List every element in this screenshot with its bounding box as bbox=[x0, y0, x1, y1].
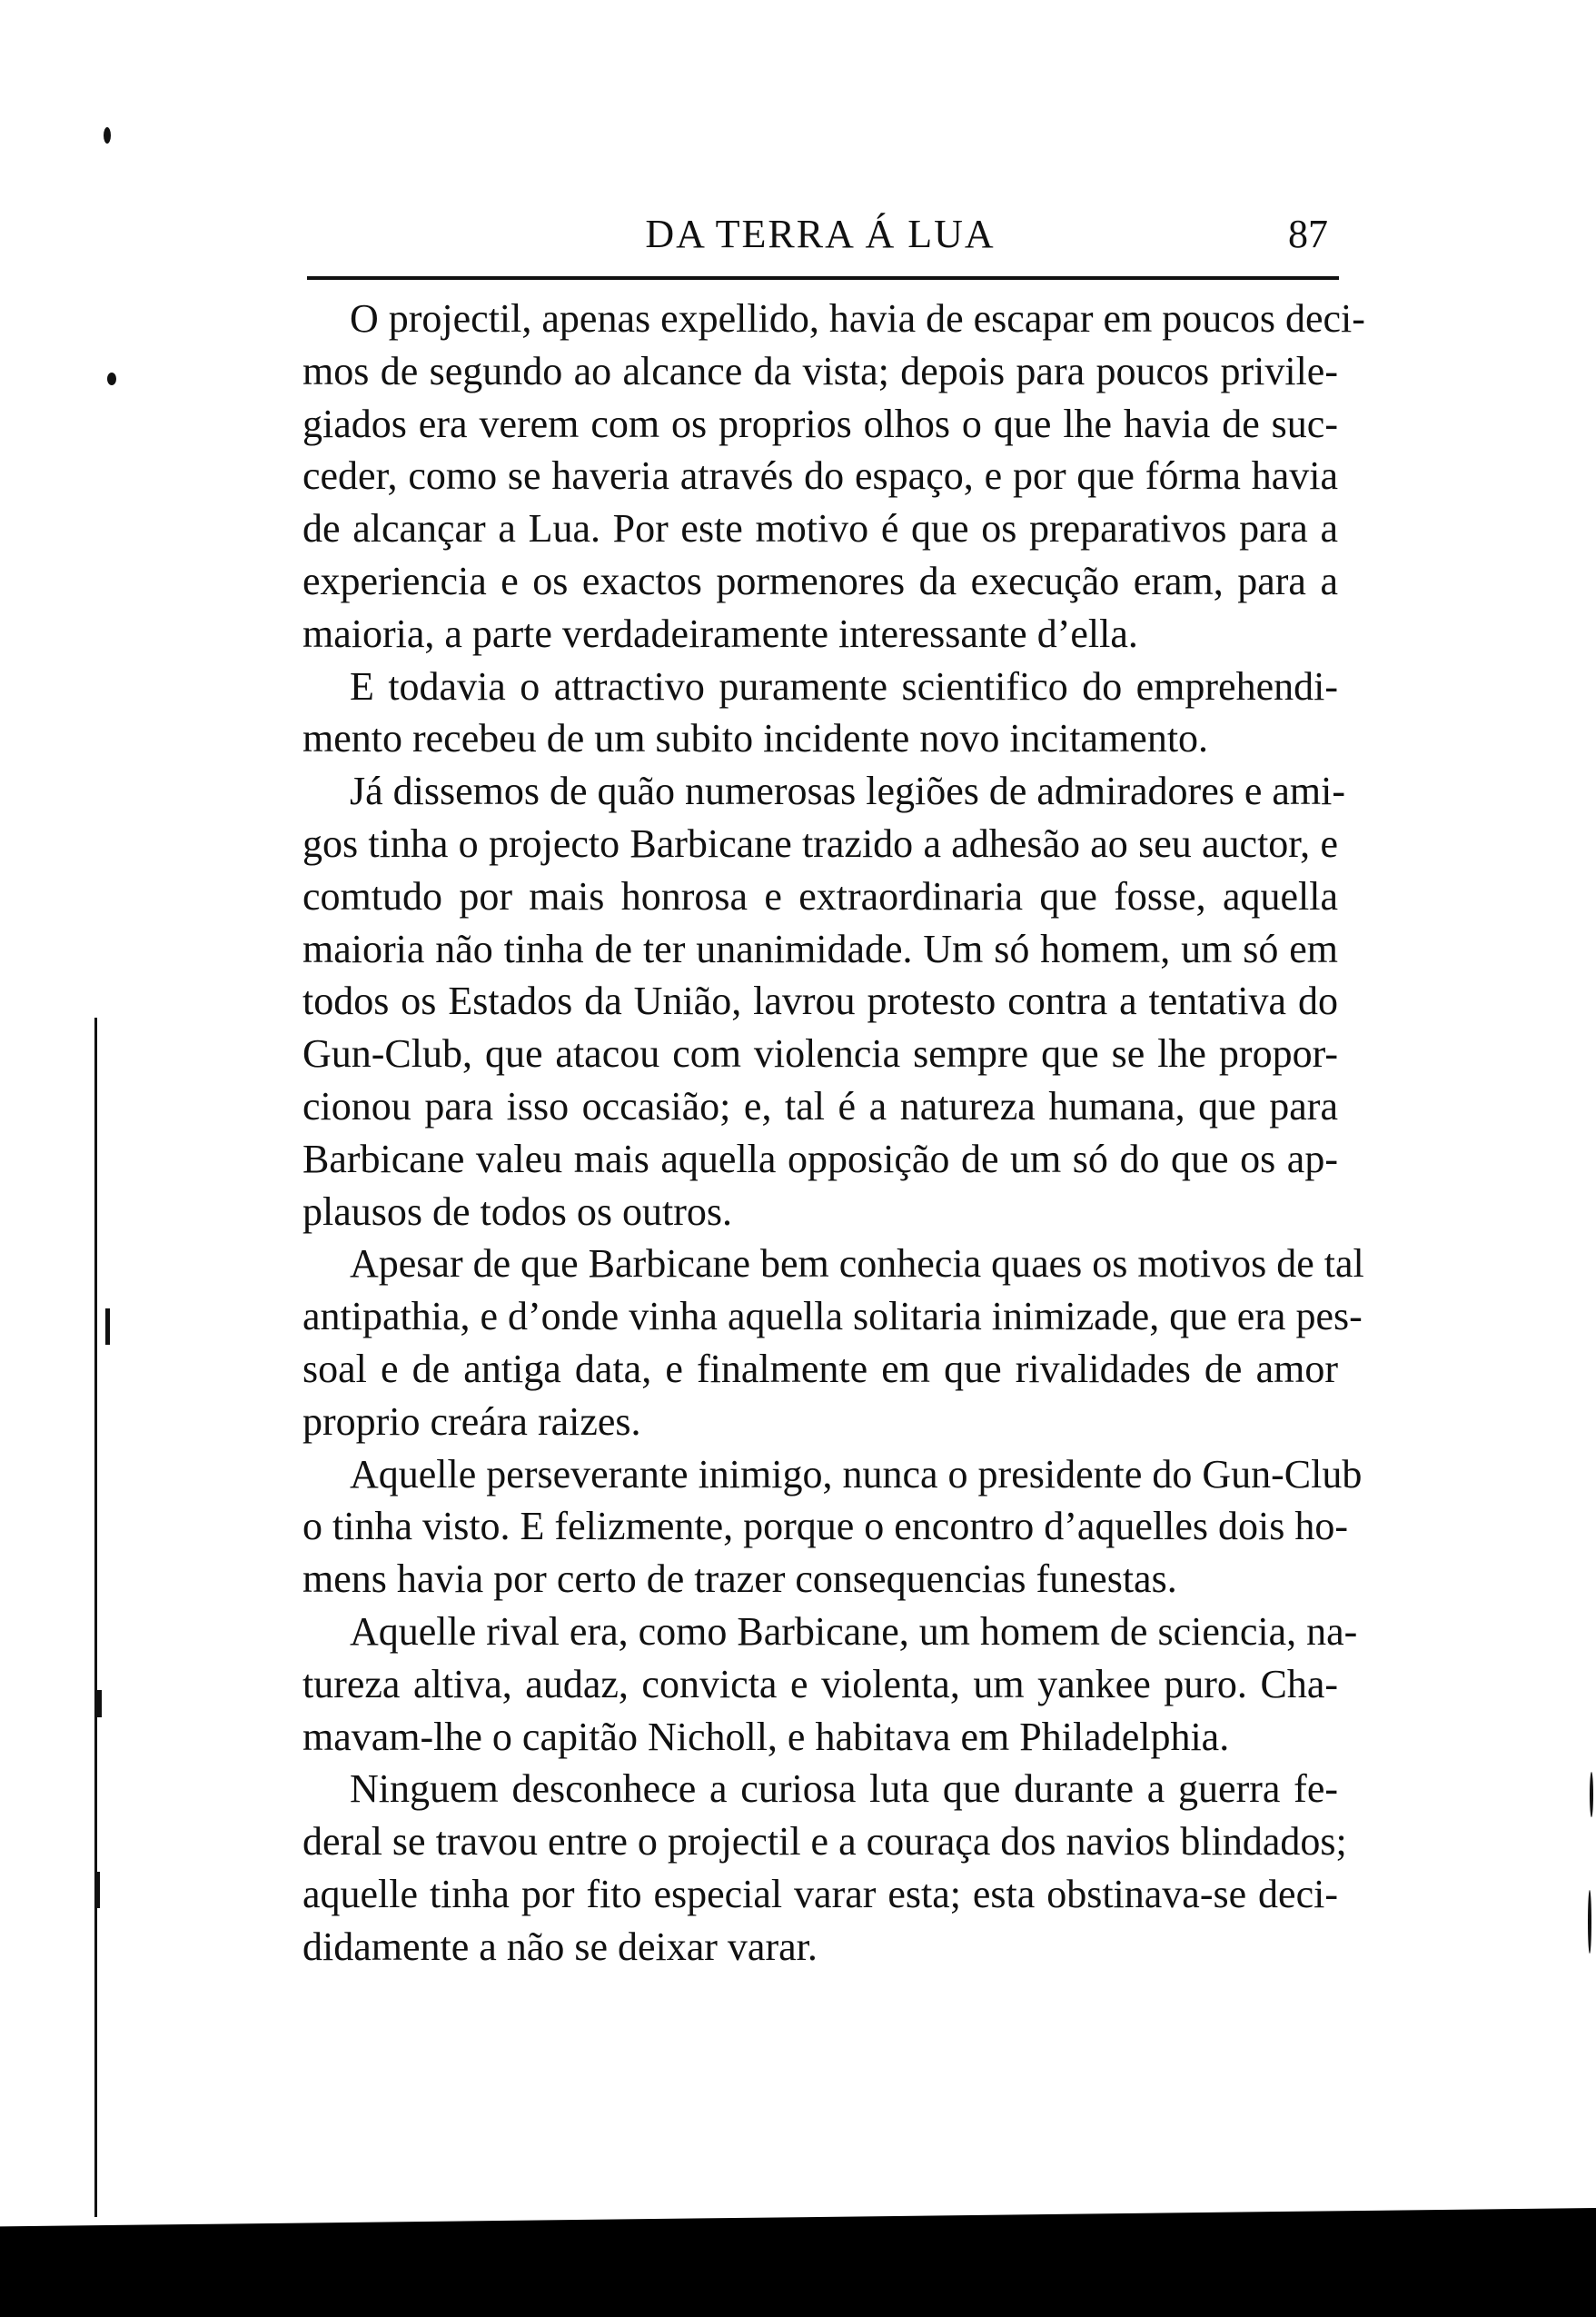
margin-speck bbox=[104, 127, 111, 144]
text-line: o tinha visto. E felizmente, porque o encontro d’aquelles dois ho- bbox=[302, 1504, 1349, 1549]
margin-mark bbox=[94, 1872, 100, 1908]
page-number: 87 bbox=[1288, 212, 1328, 256]
text-line: mento recebeu de um subito incidente novo incitamento. bbox=[302, 716, 1209, 761]
text-line: mavam-lhe o capitão Nicholl, e habitava em Philadelphia. bbox=[302, 1714, 1230, 1759]
margin-mark bbox=[105, 1308, 110, 1345]
text-line: tureza altiva, audaz, convicta e violenta, um yankee puro. Cha- bbox=[302, 1661, 1338, 1706]
text-line: antipathia, e d’onde vinha aquella solitaria inimizade, que era pes- bbox=[302, 1294, 1363, 1339]
margin-binding-line bbox=[94, 1018, 97, 2217]
text-line: comtudo por mais honrosa e extraordinaria que fosse, aquella bbox=[302, 873, 1338, 919]
text-line: Apesar de que Barbicane bem conhecia quaes os motivos de tal bbox=[350, 1241, 1364, 1287]
text-line: E todavia o attractivo puramente scientifico do emprehendi- bbox=[350, 663, 1338, 709]
text-line: maioria não tinha de ter unanimidade. Um só homem, um só em bbox=[302, 926, 1338, 971]
text-line: experiencia e os exactos pormenores da execução eram, para a bbox=[302, 558, 1338, 603]
text-line: de alcançar a Lua. Por este motivo é que os preparativos para a bbox=[302, 506, 1338, 552]
running-header-title: DA TERRA Á LUA bbox=[645, 212, 996, 256]
margin-speck bbox=[107, 373, 116, 385]
text-line: todos os Estados da União, lavrou protesto contra a tentativa do bbox=[302, 979, 1338, 1024]
text-line: soal e de antiga data, e finalmente em que rivalidades de amor bbox=[302, 1346, 1338, 1391]
scan-bottom-edge bbox=[0, 2208, 1596, 2317]
body-text bbox=[302, 293, 1365, 1974]
text-line: mens havia por certo de trazer consequencias funestas. bbox=[302, 1556, 1177, 1602]
text-line: ceder, como se haveria através do espaço, e por que fórma havia bbox=[302, 453, 1338, 499]
text-line: Aquelle rival era, como Barbicane, um homem de sciencia, na- bbox=[350, 1608, 1358, 1654]
text-line: giados era verem com os proprios olhos o que lhe havia de suc- bbox=[302, 401, 1338, 446]
text-line: Gun-Club, que atacou com violencia sempre que se lhe propor- bbox=[302, 1031, 1338, 1077]
text-line: gos tinha o projecto Barbicane trazido a adhesão ao seu auctor, e bbox=[302, 820, 1338, 866]
text-line: deral se travou entre o projectil e a couraça dos navios blindados; bbox=[302, 1819, 1347, 1865]
text-line: maioria, a parte verdadeiramente interessante d’ella. bbox=[302, 611, 1138, 656]
header-rule bbox=[307, 276, 1339, 280]
text-line: O projectil, apenas expellido, havia de escapar em poucos deci- bbox=[350, 296, 1365, 341]
text-line: aquelle tinha por fito especial varar esta; esta obstinava-se deci- bbox=[302, 1871, 1338, 1916]
text-line: Ninguem desconhece a curiosa luta que durante a guerra fe- bbox=[350, 1766, 1338, 1812]
text-line: Aquelle perseverante inimigo, nunca o presidente do Gun-Club bbox=[350, 1451, 1363, 1497]
text-line: didamente a não se deixar varar. bbox=[302, 1924, 818, 1969]
text-line: Barbicane valeu mais aquella opposição de um só do que os ap- bbox=[302, 1136, 1338, 1181]
margin-speck bbox=[1588, 1890, 1591, 1954]
text-line: plausos de todos os outros. bbox=[302, 1188, 732, 1234]
margin-speck bbox=[1590, 1772, 1593, 1817]
margin-mark bbox=[96, 1690, 102, 1717]
text-line: Já dissemos de quão numerosas legiões de admiradores e ami- bbox=[350, 769, 1346, 814]
text-line: mos de segundo ao alcance da vista; depois para poucos privile- bbox=[302, 348, 1338, 393]
text-line: cionou para isso occasião; e, tal é a natureza humana, que para bbox=[302, 1083, 1338, 1129]
text-line: proprio creára raizes. bbox=[302, 1398, 641, 1444]
